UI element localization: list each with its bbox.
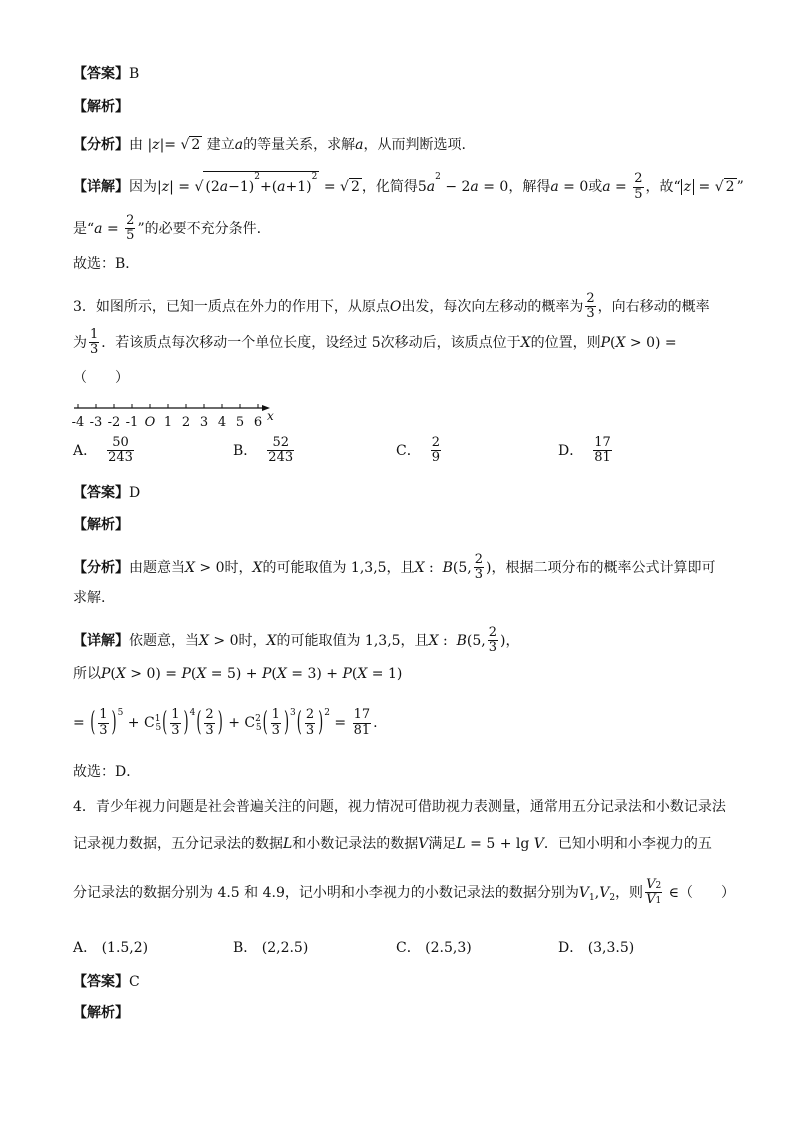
- q4-option-d[interactable]: [558, 937, 634, 957]
- answer-value: B: [129, 66, 140, 82]
- q2-conclusion: 故选：B．: [73, 256, 140, 272]
- option-num: 50: [112, 435, 129, 450]
- answer-tag: 【答案】: [73, 485, 129, 501]
- q3-formula-line-2: [73, 708, 378, 738]
- text: 时，: [238, 632, 267, 649]
- q3-fenxi-line-2: 求解.: [73, 590, 106, 606]
- answer-tag: 【答案】: [73, 974, 129, 990]
- q3-analysis-line: [73, 517, 129, 534]
- math-a0: a = 0: [550, 179, 589, 195]
- math-binomial: X : B(5, $\frac{2}{3}$ ): [428, 625, 506, 656]
- text: 因为: [129, 179, 157, 195]
- q4-option-a[interactable]: [73, 937, 148, 957]
- text: 出发，每次向左移动的概率为: [401, 298, 584, 315]
- answer-tag: 【答案】: [73, 66, 129, 82]
- option-label: D．: [558, 442, 584, 459]
- q3-conclusion: 故选：D．: [73, 764, 141, 780]
- axis-name-label: x: [267, 409, 274, 423]
- axis-tick-label: -4: [71, 415, 85, 430]
- option-label: C．: [396, 940, 421, 956]
- option-label: B．: [233, 940, 258, 956]
- axis-ticks: [78, 404, 258, 408]
- math-modulus: |z| = √ $(2a-1)^2+(a+1)^2$ = √ 2: [157, 172, 360, 195]
- q2-answer-line: [73, 66, 139, 83]
- answer-value: C: [129, 974, 140, 990]
- math-a: a: [234, 137, 244, 153]
- axis-tick-label: 3: [199, 415, 209, 430]
- math-X-gt-0: X > 0: [199, 632, 239, 649]
- option-value: (1.5,2): [101, 940, 149, 956]
- text: ”的必要不充分条件.: [137, 220, 262, 237]
- math-a-frac: a = $\frac{2}{5}$: [94, 213, 135, 244]
- math-binomial: X : B(5, $\frac{2}{3}$ ): [414, 552, 492, 583]
- text: 的位置，则: [530, 334, 601, 351]
- fraction-1-3: $\frac{1}{3}$: [90, 327, 99, 358]
- q3-answer-line: [73, 485, 140, 502]
- text: 为: [73, 334, 87, 351]
- text: 由: [129, 137, 143, 153]
- math-a: a: [355, 137, 364, 153]
- math-expansion: = ( $\frac{1}{3}$ )$^5 + C^1_5$( $\frac{1}{3}$ )$^4$( $\frac{2}{3}$ ) + $C^2_5$( $\frac{1}{3}$ )$^3$( $\frac{2}{3}$ )$^2$ = $\frac{17}{81}$ .: [73, 707, 378, 739]
- text: 所以: [73, 666, 101, 682]
- axis-tick-label: 5: [235, 415, 245, 430]
- q4-stem-line-3: [73, 878, 735, 908]
- math-abs-z2: z = √ 2: [681, 179, 737, 195]
- q3-stem-line-2: [73, 328, 677, 358]
- math-V1-V2: $V_1,V_2$: [578, 884, 616, 903]
- option-label: A．: [73, 940, 98, 956]
- math-abs-z: |z|= √ 2: [143, 137, 201, 153]
- option-den: 243: [108, 450, 133, 466]
- text: ，则: [615, 884, 644, 901]
- xiangjie-tag: 【详解】: [73, 632, 129, 649]
- math-a-frac: a = $\frac{2}{5}$: [602, 171, 643, 202]
- option-label: B．: [233, 442, 258, 459]
- number-line-figure: [70, 398, 280, 430]
- option-label: A．: [73, 442, 98, 459]
- math-prob-sum: P(X > 0) = P(X = 5) + P(X = 3) + P(X = 1): [101, 666, 403, 682]
- option-den: 243: [268, 450, 294, 466]
- math-L: L: [283, 836, 293, 852]
- text: 依题意，当: [129, 632, 199, 649]
- q3-fenxi-line: [73, 553, 715, 583]
- q2-xiangjie-line-2: [73, 214, 261, 244]
- q2-analysis-line: [73, 99, 129, 116]
- math-X-gt-0: X > 0: [185, 559, 225, 576]
- analysis-tag: 【解析】: [73, 517, 129, 533]
- q4-stem-line-2: [73, 836, 712, 853]
- text: ．已知小明和小李视力的五: [543, 836, 712, 852]
- q4-stem-line-1: 4．青少年视力问题是社会普遍关注的问题，视力情况可借助视力表测量，通常用五分记录法和小数记录法: [73, 799, 726, 815]
- option-d[interactable]: [558, 436, 614, 466]
- math-O: O: [389, 298, 402, 315]
- text: 由题意当: [129, 559, 185, 576]
- fraction-2-3: $\frac{2}{3}$: [586, 291, 595, 322]
- text: 和小数记录法的数据: [292, 836, 419, 852]
- option-label: D．: [558, 940, 584, 956]
- text: ，: [505, 632, 520, 649]
- option-value: (2.5,3): [425, 940, 472, 956]
- text: （ ）: [679, 884, 736, 901]
- math-X: X: [252, 559, 263, 576]
- answer-value: D: [129, 485, 141, 501]
- fenxi-tag: 【分析】: [73, 559, 129, 576]
- option-num: 2: [431, 435, 440, 450]
- q4-option-c[interactable]: [396, 937, 472, 957]
- q2-fenxi-line: [73, 136, 466, 154]
- axis-tick-label: -3: [89, 415, 103, 430]
- axis-tick-label: 6: [253, 415, 263, 430]
- text: 满足: [428, 836, 457, 852]
- analysis-tag: 【解析】: [73, 1005, 129, 1021]
- text: ”: [736, 179, 744, 195]
- math-P: P(X > 0) =: [600, 334, 677, 351]
- option-num: 17: [594, 435, 611, 450]
- option-den: 9: [431, 450, 440, 466]
- text: 的可能取值为 1,3,5，且: [276, 632, 429, 649]
- option-value: (2,2.5): [261, 940, 309, 956]
- q2-xiangjie-line: [73, 171, 744, 202]
- math-X: X: [266, 632, 277, 649]
- q3-xiangjie-line: [73, 626, 519, 656]
- text: ，解得: [508, 179, 551, 195]
- axis-tick-label: 1: [163, 415, 173, 430]
- math-eq: $5a^2 - 2a = 0$: [417, 172, 509, 195]
- math-relation: L = 5 + lg V: [456, 836, 544, 852]
- math-ratio: $\frac{V2}{V1}$ ∈: [646, 877, 680, 908]
- text: 3．如图所示，已知一质点在外力的作用下，从原点: [73, 298, 390, 315]
- axis-tick-label: O: [144, 415, 156, 430]
- axis-tick-label: 4: [217, 415, 227, 430]
- axis-tick-label: -1: [125, 415, 139, 430]
- text: ，从而判断选项.: [363, 137, 466, 153]
- text: 分记录法的数据分别为 4.5 和 4.9，记小明和小李视力的小数记录法的数据分别为: [73, 884, 579, 901]
- q3-formula-line-1: [73, 666, 402, 683]
- axis-tick-label: 2: [181, 415, 191, 430]
- text: 的等量关系，求解: [243, 137, 356, 153]
- q4-analysis-line: [73, 1005, 129, 1022]
- axis-labels: [72, 409, 274, 430]
- xiangjie-tag: 【详解】: [73, 179, 129, 195]
- text: 或: [588, 179, 603, 195]
- option-c[interactable]: [396, 436, 443, 466]
- fenxi-tag: 【分析】: [73, 137, 129, 153]
- text: ，化简得: [361, 179, 418, 195]
- option-b[interactable]: [233, 436, 296, 466]
- option-value: (3,3.5): [587, 940, 635, 956]
- q4-option-b[interactable]: [233, 937, 308, 957]
- text: 是“: [73, 220, 95, 237]
- option-num: 52: [272, 435, 289, 450]
- option-den: 81: [594, 450, 611, 466]
- math-V: V: [418, 836, 429, 852]
- q3-paren: （ ）: [73, 370, 129, 386]
- text: 建立: [206, 137, 235, 153]
- text: ，向右移动的概率: [597, 298, 710, 315]
- text: 的可能取值为 1,3,5，且: [262, 559, 415, 576]
- text: ．若该质点每次移动一个单位长度，设经过 5次移动后，该质点位于: [101, 334, 521, 351]
- text: 时，: [224, 559, 253, 576]
- analysis-tag: 【解析】: [73, 99, 129, 115]
- axis-tick-label: -2: [107, 415, 121, 430]
- text: 记录视力数据，五分记录法的数据: [73, 836, 283, 852]
- text: ，根据二项分布的概率公式计算即可: [491, 559, 716, 576]
- math-X: X: [520, 334, 531, 351]
- q4-answer-line: [73, 974, 140, 991]
- option-label: C．: [396, 442, 421, 459]
- q3-stem-line-1: [73, 292, 710, 322]
- text: ，故“: [645, 179, 681, 195]
- option-a[interactable]: [73, 436, 136, 466]
